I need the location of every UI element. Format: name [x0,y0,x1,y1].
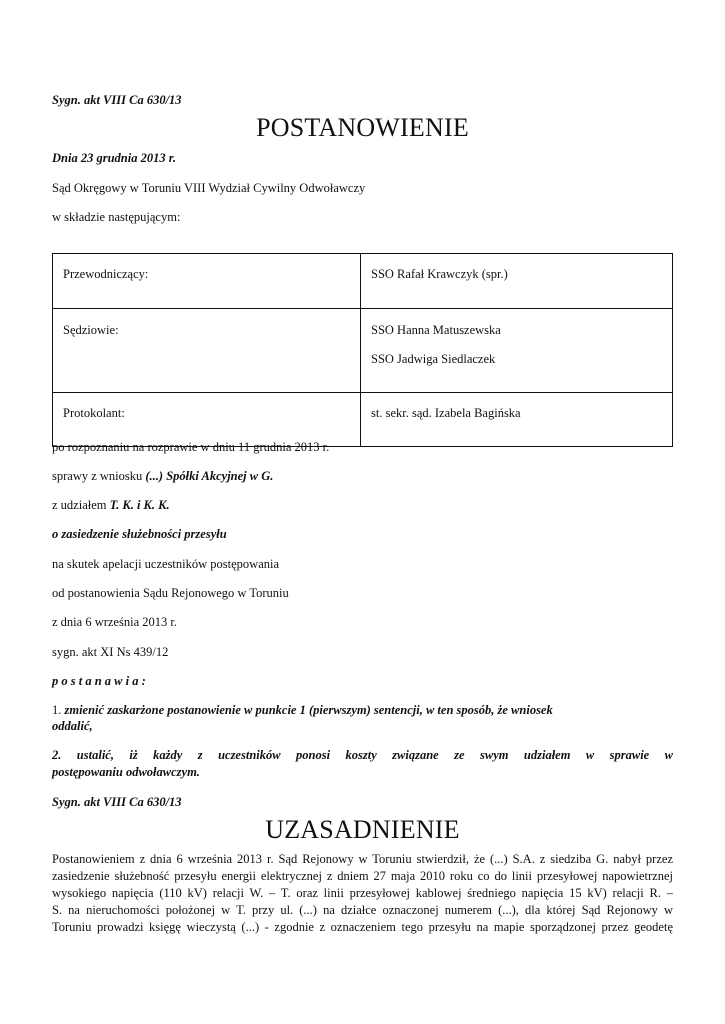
decision-heading: p o s t a n a w i a : [52,674,146,688]
case-subject: o zasiedzenie służebności przesyłu [52,527,227,541]
ruling-1-text: zmienić zaskarżone postanowienie w punkcie 1 (pierwszym) sentencji, w ten sposób, że wniosek [64,703,553,717]
applicant-line [52,468,273,484]
ruling-2-line-1: 2. ustalić, iż każdy z uczestników ponosi koszty związane ze swym udziałem w sprawie w [52,748,673,762]
judges-label [53,309,361,393]
justification-line: Postanowieniem z dnia 6 września 2013 r. Sąd Rejonowy w Toruniu stwierdził, że (...) S.A. z siedziba G. nabył przez [52,852,673,866]
case-reference: Sygn. akt VIII Ca 630/13 [52,93,182,107]
judges-value [361,309,673,393]
participants-prefix: z udziałem [52,498,110,512]
ruling-1-number: 1. [52,703,62,717]
clerk-label-text: Protokolant: [63,406,125,420]
decision-date: Dnia 23 grudnia 2013 r. [52,151,176,165]
lower-court-line: od postanowienia Sądu Rejonowego w Toruniu [52,586,289,600]
justification-body [52,851,673,936]
judge-name-1: SSO Hanna Matuszewska [371,323,501,337]
lower-court-reference: sygn. akt XI Ns 439/12 [52,645,169,659]
justification-line: wysokiego napięcia (110 kV) relacji W. – T. oraz linii przesyłowej kablowej średniego napięcia 15 kV) relacji R. – [52,886,673,900]
clerk-name: st. sekr. sąd. Izabela Bagińska [371,406,521,420]
composition-intro: w składzie następującym: [52,210,181,224]
applicant-name: (...) Spółki Akcyjnej w G. [145,469,274,483]
presiding-label-text: Przewodniczący: [63,267,149,281]
applicant-prefix: sprawy z wniosku [52,469,146,483]
participants-names: T. K. i K. K. [109,498,170,512]
justification-line: S. na nieruchomości położonej w T. przy ul. (...) na działce oznaczonej numerem (...), dla której Sąd Rejonowy w [52,903,673,917]
presiding-label [53,254,361,309]
ruling-2-line-2: postępowaniu odwoławczym. [52,765,200,779]
presiding-judge-name: SSO Rafał Krawczyk (spr.) [371,267,508,281]
judges-label-text: Sędziowie: [63,323,119,337]
table-row [53,309,673,393]
justification-title: UZASADNIENIE [265,815,460,844]
ruling-1-continuation: oddalić, [52,719,93,733]
justification-line: zasiedzenie służebność przesyłu energii elektrycznej z dniem 27 maja 2010 roku co do linii przesyłowej napowietrznej [52,869,673,883]
appeal-line: na skutek apelacji uczestników postępowania [52,557,280,571]
hearing-line: po rozpoznaniu na rozprawie w dniu 11 grudnia 2013 r. [52,440,330,454]
justification-line: Toruniu prowadzi księgę wieczystą (...) - zgodnie z oznaczeniem tego przesyłu na mapie sporządzonej przez geodetę [52,920,673,934]
clerk-value [361,393,673,447]
document-title: POSTANOWIENIE [256,113,469,142]
justification-case-reference: Sygn. akt VIII Ca 630/13 [52,795,182,809]
presiding-value [361,254,673,309]
judge-name-2: SSO Jadwiga Siedlaczek [371,352,496,366]
table-row [53,254,673,309]
ruling-1 [52,702,673,718]
court-name: Sąd Okręgowy w Toruniu VIII Wydział Cywilny Odwoławczy [52,181,366,195]
ruling-2 [52,747,673,781]
court-composition-table [52,253,673,447]
participants-line [52,497,170,513]
lower-court-date: z dnia 6 września 2013 r. [52,615,177,629]
